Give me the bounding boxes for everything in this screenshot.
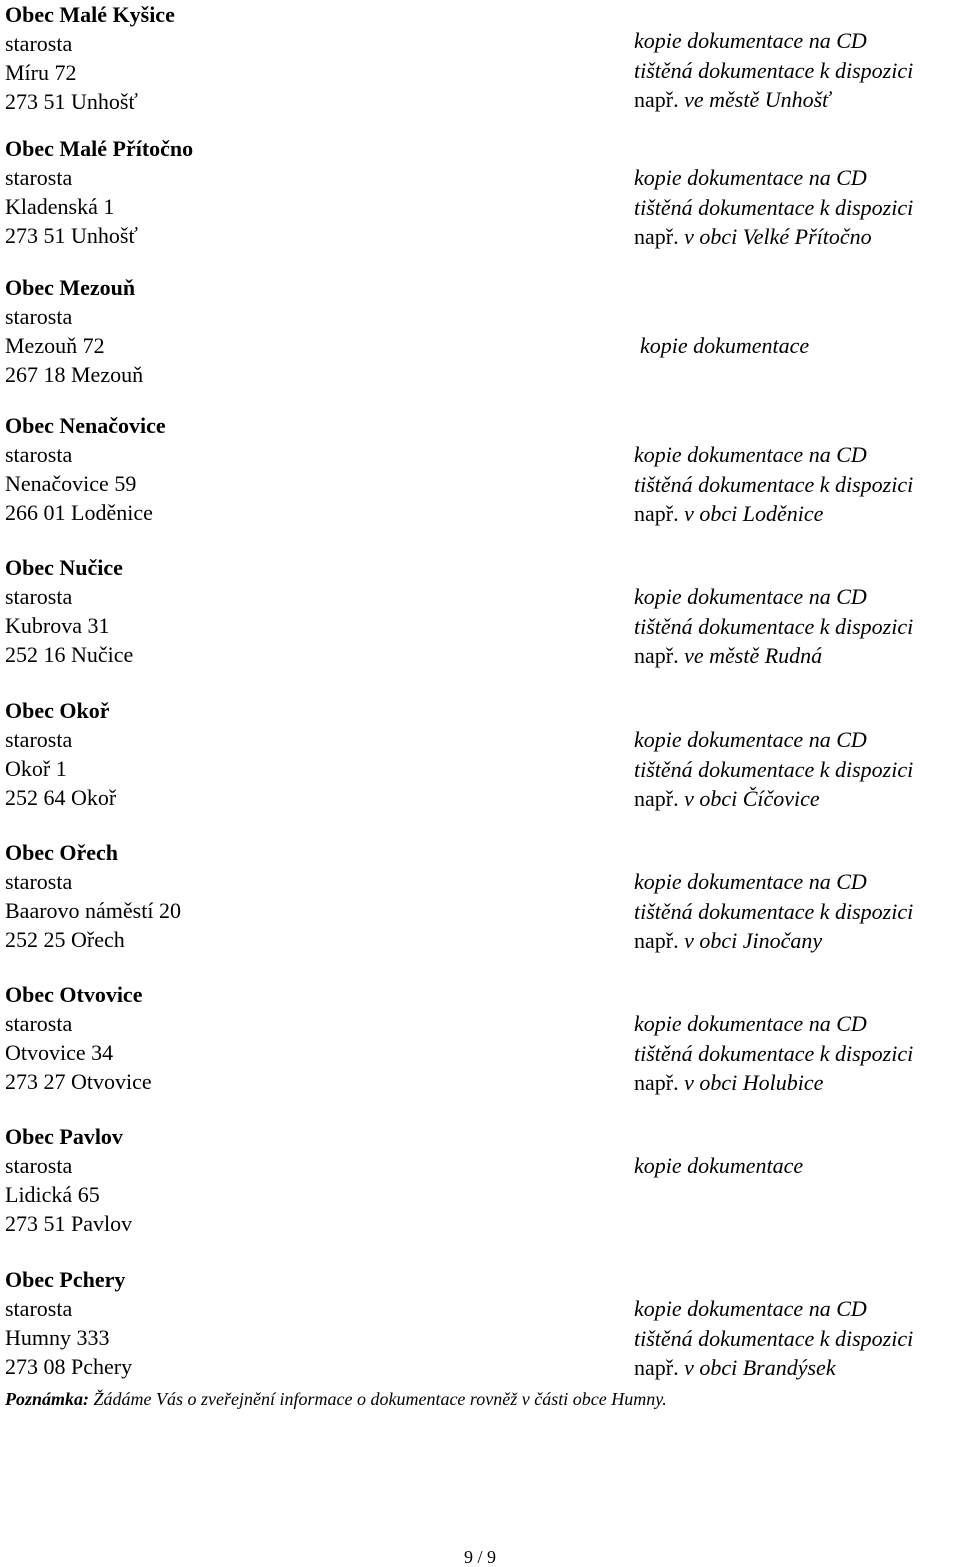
street-address: Míru 72 xyxy=(5,60,77,85)
street-address: Nenačovice 59 xyxy=(5,471,137,496)
address-block xyxy=(5,134,193,250)
addressee-role: starosta xyxy=(5,165,73,190)
footnote-label: Poznámka: xyxy=(5,1389,90,1409)
postal-city: 252 16 Nučice xyxy=(5,642,134,667)
postal-city: 273 51 Unhošť xyxy=(5,89,138,114)
page-number: 9 / 9 xyxy=(463,1547,496,1567)
note-location xyxy=(634,222,913,252)
addressee-role: starosta xyxy=(5,304,73,329)
addressee-role: starosta xyxy=(5,31,73,56)
documentation-note xyxy=(634,26,913,115)
municipality-name: Obec Nučice xyxy=(5,555,123,580)
note-copy: kopie dokumentace na CD xyxy=(634,165,867,190)
note-location xyxy=(634,1353,913,1383)
address-block xyxy=(5,838,181,954)
note-printed: tištěná dokumentace k dispozici xyxy=(634,471,914,497)
note-prefix: např. xyxy=(634,1070,679,1095)
addressee-role: starosta xyxy=(5,1011,73,1036)
address-block xyxy=(5,980,152,1096)
note-prefix: např. xyxy=(634,224,679,249)
note-printed: tištěná dokumentace k dispozici xyxy=(634,1040,914,1066)
note-location xyxy=(634,1068,913,1098)
documentation-note xyxy=(634,725,913,814)
documentation-note xyxy=(634,163,913,252)
note-prefix: např. xyxy=(634,501,679,526)
address-block xyxy=(5,1122,132,1238)
street-address: Humny 333 xyxy=(5,1325,110,1350)
note-printed: tištěná dokumentace k dispozici xyxy=(634,194,914,220)
note-copy: kopie dokumentace na CD xyxy=(634,869,867,894)
address-block xyxy=(5,411,166,527)
note-printed: tištěná dokumentace k dispozici xyxy=(634,613,914,639)
addressee-role: starosta xyxy=(5,1296,73,1321)
municipality-name: Obec Pchery xyxy=(5,1267,126,1292)
note-prefix: např. xyxy=(634,643,679,668)
note-place: ve městě Rudná xyxy=(678,643,823,668)
postal-city: 252 25 Ořech xyxy=(5,927,125,952)
address-block xyxy=(5,696,116,812)
street-address: Otvovice 34 xyxy=(5,1040,114,1065)
street-address: Mezouň 72 xyxy=(5,333,105,358)
address-block xyxy=(5,1265,132,1381)
street-address: Kubrova 31 xyxy=(5,613,110,638)
municipality-name: Obec Otvovice xyxy=(5,982,143,1007)
footnote-text: Žádáme Vás o zveřejnění informace o dokumentace rovněž v části obce Humny. xyxy=(89,1389,667,1409)
note-location xyxy=(634,641,913,671)
postal-city: 273 51 Unhošť xyxy=(5,223,138,248)
note-place: v obci Velké Přítočno xyxy=(678,224,872,249)
note-prefix: např. xyxy=(634,786,679,811)
note-prefix: např. xyxy=(634,1355,679,1380)
addressee-role: starosta xyxy=(5,727,73,752)
footnote xyxy=(5,1386,667,1412)
street-address: Okoř 1 xyxy=(5,756,67,781)
municipality-name: Obec Malé Přítočno xyxy=(5,136,194,161)
note-location xyxy=(634,784,913,814)
documentation-note xyxy=(634,440,913,529)
note-place: v obci Brandýsek xyxy=(678,1355,836,1380)
note-location xyxy=(634,499,913,529)
note-location xyxy=(634,926,913,956)
addressee-role: starosta xyxy=(5,584,73,609)
note-copy: kopie dokumentace xyxy=(640,333,810,358)
street-address: Baarovo náměstí 20 xyxy=(5,898,181,923)
postal-city: 252 64 Okoř xyxy=(5,785,117,810)
postal-city: 267 18 Mezouň xyxy=(5,362,144,387)
documentation-note xyxy=(634,1009,913,1098)
municipality-name: Obec Malé Kyšice xyxy=(5,2,175,27)
documentation-note xyxy=(634,867,913,956)
address-block xyxy=(5,553,133,669)
note-copy: kopie dokumentace xyxy=(634,1153,804,1178)
note-printed: tištěná dokumentace k dispozici xyxy=(634,756,914,782)
note-place: ve městě Unhošť xyxy=(678,87,831,112)
note-place: v obci Holubice xyxy=(678,1070,824,1095)
note-place: v obci Loděnice xyxy=(678,501,824,526)
postal-city: 273 51 Pavlov xyxy=(5,1211,133,1236)
documentation-note xyxy=(634,1294,913,1383)
municipality-name: Obec Nenačovice xyxy=(5,413,166,438)
address-block xyxy=(5,0,175,116)
addressee-role: starosta xyxy=(5,869,73,894)
note-printed: tištěná dokumentace k dispozici xyxy=(634,57,914,83)
note-copy: kopie dokumentace na CD xyxy=(634,584,867,609)
note-printed: tištěná dokumentace k dispozici xyxy=(634,1325,914,1351)
note-copy: kopie dokumentace na CD xyxy=(634,1011,867,1036)
note-prefix: např. xyxy=(634,87,679,112)
municipality-name: Obec Okoř xyxy=(5,698,110,723)
note-copy: kopie dokumentace na CD xyxy=(634,727,867,752)
street-address: Lidická 65 xyxy=(5,1182,100,1207)
note-copy: kopie dokumentace na CD xyxy=(634,442,867,467)
documentation-note xyxy=(634,582,913,671)
note-location xyxy=(634,85,913,115)
postal-city: 266 01 Loděnice xyxy=(5,500,153,525)
documentation-note xyxy=(640,331,809,361)
note-place: v obci Jinočany xyxy=(678,928,823,953)
postal-city: 273 08 Pchery xyxy=(5,1354,133,1379)
documentation-note xyxy=(634,1151,803,1181)
note-prefix: např. xyxy=(634,928,679,953)
addressee-role: starosta xyxy=(5,442,73,467)
street-address: Kladenská 1 xyxy=(5,194,115,219)
postal-city: 273 27 Otvovice xyxy=(5,1069,152,1094)
addressee-role: starosta xyxy=(5,1153,73,1178)
municipality-name: Obec Ořech xyxy=(5,840,119,865)
note-printed: tištěná dokumentace k dispozici xyxy=(634,898,914,924)
municipality-name: Obec Pavlov xyxy=(5,1124,123,1149)
municipality-name: Obec Mezouň xyxy=(5,275,136,300)
note-copy: kopie dokumentace na CD xyxy=(634,1296,867,1321)
note-place: v obci Číčovice xyxy=(678,786,820,811)
note-copy: kopie dokumentace na CD xyxy=(634,28,867,53)
address-block xyxy=(5,273,143,389)
